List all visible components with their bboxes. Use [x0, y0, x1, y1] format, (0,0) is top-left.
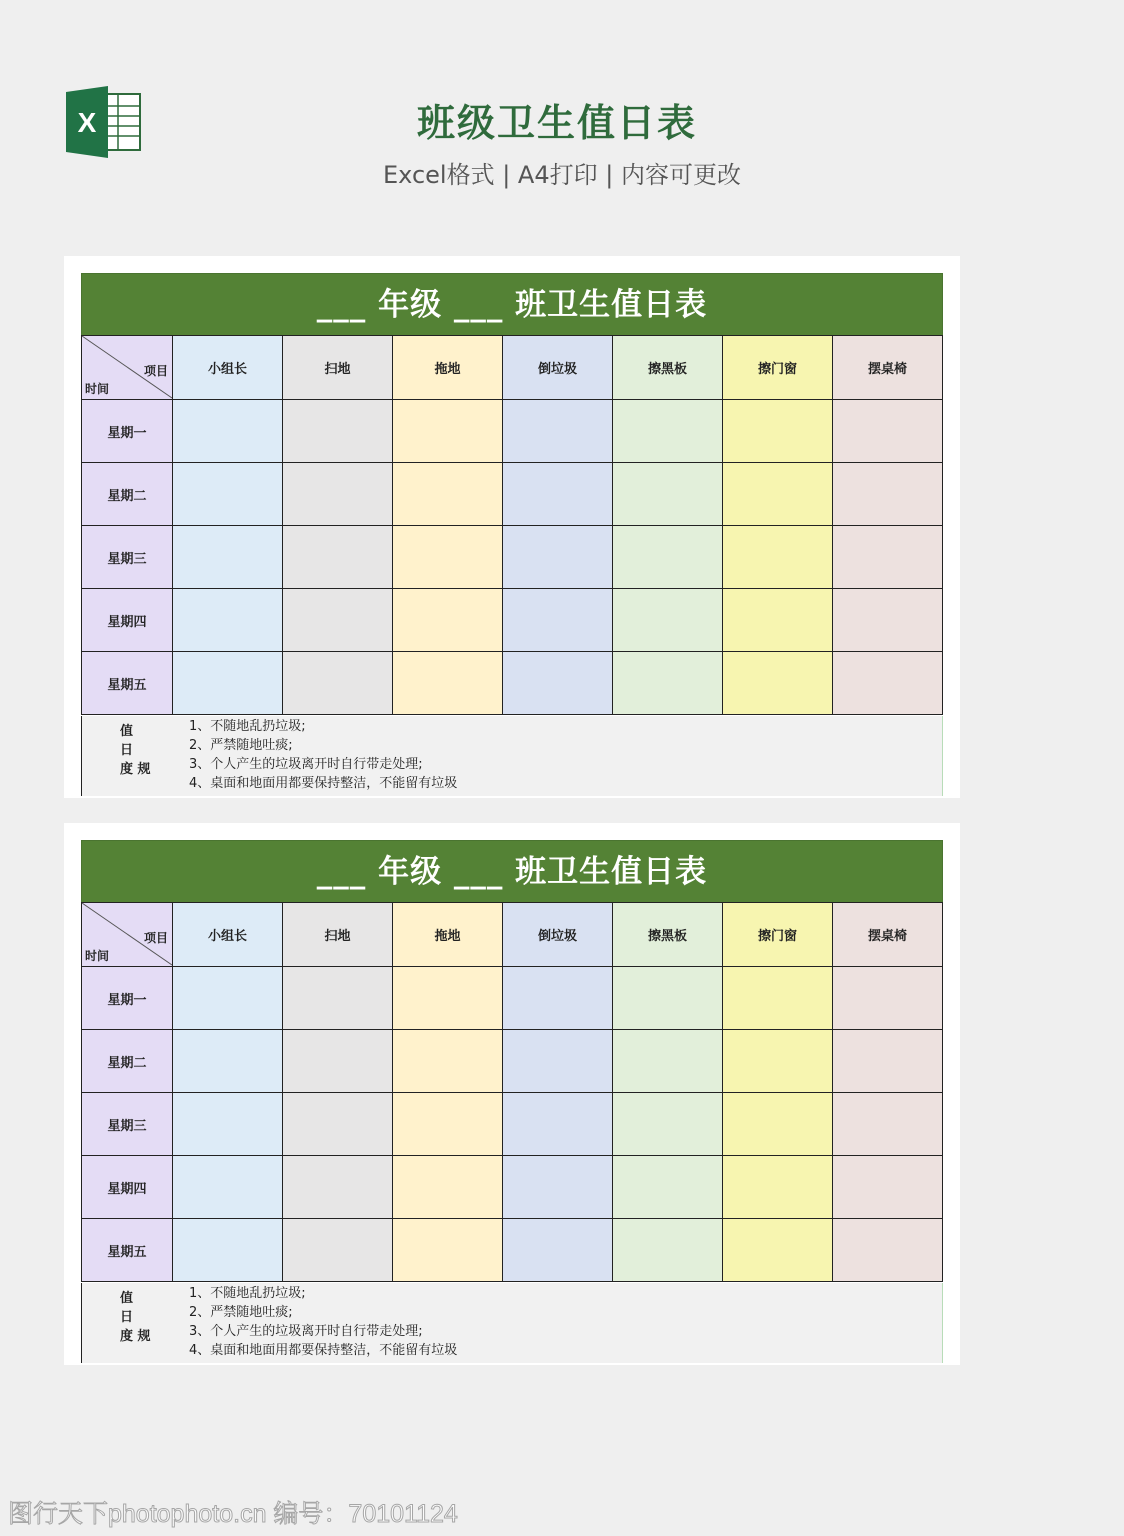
duty-cell[interactable]	[833, 589, 943, 652]
column-header: 擦黑板	[613, 336, 723, 400]
table-row	[82, 1030, 943, 1093]
table-row	[82, 463, 943, 526]
duty-cell[interactable]	[833, 967, 943, 1030]
corner-header-cell	[82, 903, 173, 967]
page-title: 班级卫生值日表	[416, 101, 697, 145]
table-row	[82, 967, 943, 1030]
duty-cell[interactable]	[723, 1093, 833, 1156]
table-row	[82, 1093, 943, 1156]
row-header-day: 星期四	[82, 1156, 173, 1219]
column-header: 擦黑板	[613, 903, 723, 967]
column-header: 小组长	[173, 336, 283, 400]
table-row	[82, 1156, 943, 1219]
duty-cell[interactable]	[503, 967, 613, 1030]
rule-item: 4、桌面和地面用都要保持整洁，不能留有垃圾	[189, 1343, 458, 1358]
table-row	[82, 526, 943, 589]
table-row	[82, 652, 943, 715]
sheet-1	[81, 273, 943, 791]
rule-item: 1、不随地乱扔垃圾;	[189, 719, 306, 734]
duty-cell[interactable]	[723, 1156, 833, 1219]
table-row	[82, 400, 943, 463]
duty-cell[interactable]	[283, 463, 393, 526]
rules-label-line: 值	[120, 1291, 134, 1306]
duty-cell[interactable]	[393, 1219, 503, 1282]
table-row	[82, 1219, 943, 1282]
duty-cell[interactable]	[723, 400, 833, 463]
duty-cell[interactable]	[393, 589, 503, 652]
duty-cell[interactable]	[613, 463, 723, 526]
column-header: 擦门窗	[723, 336, 833, 400]
duty-cell[interactable]	[503, 526, 613, 589]
duty-cell[interactable]	[503, 589, 613, 652]
row-header-day: 星期三	[82, 1093, 173, 1156]
sheet-2	[81, 840, 943, 1358]
duty-cell[interactable]	[613, 526, 723, 589]
duty-cell[interactable]	[723, 967, 833, 1030]
duty-cell[interactable]	[723, 463, 833, 526]
duty-cell[interactable]	[173, 463, 283, 526]
duty-cell[interactable]	[503, 400, 613, 463]
duty-cell[interactable]	[503, 1093, 613, 1156]
sheet-preview-1	[64, 256, 960, 798]
duty-cell[interactable]	[393, 1093, 503, 1156]
duty-cell[interactable]	[833, 1156, 943, 1219]
duty-cell[interactable]	[173, 1093, 283, 1156]
rule-item: 1、不随地乱扔垃圾;	[189, 1286, 306, 1301]
column-header: 倒垃圾	[503, 336, 613, 400]
duty-table	[81, 902, 943, 1282]
duty-cell[interactable]	[613, 1219, 723, 1282]
duty-cell[interactable]	[173, 526, 283, 589]
rules-label-line: 日	[120, 1310, 134, 1325]
duty-cell[interactable]	[723, 589, 833, 652]
duty-cell[interactable]	[393, 967, 503, 1030]
duty-cell[interactable]	[613, 1030, 723, 1093]
duty-cell[interactable]	[283, 1219, 393, 1282]
duty-cell[interactable]	[283, 526, 393, 589]
rules-label-line: 度 规	[120, 1329, 151, 1344]
duty-cell[interactable]	[393, 652, 503, 715]
rules-label-line: 值	[120, 724, 134, 739]
duty-cell[interactable]	[393, 463, 503, 526]
page-header	[0, 0, 1024, 230]
duty-cell[interactable]	[173, 1156, 283, 1219]
column-header: 摆桌椅	[833, 903, 943, 967]
row-header-day: 星期二	[82, 1030, 173, 1093]
rule-item: 3、个人产生的垃圾离开时自行带走处理;	[189, 1324, 423, 1339]
duty-cell[interactable]	[613, 967, 723, 1030]
duty-table	[81, 335, 943, 715]
table-row	[82, 589, 943, 652]
rule-item: 3、个人产生的垃圾离开时自行带走处理;	[189, 757, 423, 772]
duty-cell[interactable]	[173, 589, 283, 652]
duty-cell[interactable]	[173, 400, 283, 463]
duty-cell[interactable]	[283, 652, 393, 715]
rules-label	[120, 722, 160, 779]
duty-cell[interactable]	[503, 1219, 613, 1282]
duty-cell[interactable]	[283, 1156, 393, 1219]
sheet-title: ___ 年级 ___ 班卫生值日表	[81, 840, 943, 904]
duty-cell[interactable]	[503, 1156, 613, 1219]
column-header: 扫地	[283, 903, 393, 967]
row-header-day: 星期四	[82, 589, 173, 652]
duty-cell[interactable]	[503, 463, 613, 526]
corner-label-item: 项目	[143, 364, 168, 378]
duty-cell[interactable]	[833, 463, 943, 526]
watermark-text: 图行天下photophoto.cn 编号：70101124	[8, 1500, 458, 1528]
page-subtitle: Excel格式 | A4打印 | 内容可更改	[383, 161, 741, 189]
sheet-title: ___ 年级 ___ 班卫生值日表	[81, 273, 943, 337]
duty-cell[interactable]	[723, 1219, 833, 1282]
sheet-preview-2	[64, 823, 960, 1365]
duty-cell[interactable]	[833, 1030, 943, 1093]
duty-cell[interactable]	[833, 526, 943, 589]
column-header: 倒垃圾	[503, 903, 613, 967]
duty-cell[interactable]	[283, 589, 393, 652]
duty-cell[interactable]	[723, 526, 833, 589]
duty-cell[interactable]	[833, 1219, 943, 1282]
duty-cell[interactable]	[613, 589, 723, 652]
duty-cell[interactable]	[613, 1156, 723, 1219]
duty-cell[interactable]	[613, 400, 723, 463]
duty-cell[interactable]	[393, 1030, 503, 1093]
rule-item: 2、严禁随地吐痰;	[189, 738, 293, 753]
rule-item: 2、严禁随地吐痰;	[189, 1305, 293, 1320]
rule-item: 4、桌面和地面用都要保持整洁，不能留有垃圾	[189, 776, 458, 791]
corner-header-cell	[82, 336, 173, 400]
duty-cell[interactable]	[283, 967, 393, 1030]
row-header-day: 星期三	[82, 526, 173, 589]
duty-cell[interactable]	[723, 1030, 833, 1093]
duty-cell[interactable]	[393, 400, 503, 463]
corner-label-item: 项目	[143, 931, 168, 945]
row-header-day: 星期一	[82, 400, 173, 463]
corner-label-time: 时间	[85, 382, 110, 396]
duty-cell[interactable]	[173, 967, 283, 1030]
duty-cell[interactable]	[173, 652, 283, 715]
column-header: 扫地	[283, 336, 393, 400]
rules-list	[189, 1284, 457, 1360]
rules-section	[81, 716, 943, 796]
column-header: 擦门窗	[723, 903, 833, 967]
rules-label-line: 度 规	[120, 762, 151, 777]
row-header-day: 星期五	[82, 1219, 173, 1282]
row-header-day: 星期五	[82, 652, 173, 715]
corner-label-time: 时间	[85, 949, 110, 963]
row-header-day: 星期一	[82, 967, 173, 1030]
duty-cell[interactable]	[393, 1156, 503, 1219]
duty-cell[interactable]	[723, 652, 833, 715]
duty-cell[interactable]	[173, 1030, 283, 1093]
column-header: 小组长	[173, 903, 283, 967]
duty-cell[interactable]	[833, 400, 943, 463]
rules-label	[120, 1289, 160, 1346]
duty-cell[interactable]	[833, 1093, 943, 1156]
duty-cell[interactable]	[613, 652, 723, 715]
row-header-day: 星期二	[82, 463, 173, 526]
rules-list	[189, 717, 457, 793]
duty-cell[interactable]	[613, 1093, 723, 1156]
duty-cell[interactable]	[393, 526, 503, 589]
duty-cell[interactable]	[503, 1030, 613, 1093]
duty-cell[interactable]	[833, 652, 943, 715]
duty-cell[interactable]	[283, 1030, 393, 1093]
column-header: 拖地	[393, 903, 503, 967]
duty-cell[interactable]	[173, 1219, 283, 1282]
duty-cell[interactable]	[283, 1093, 393, 1156]
column-header: 摆桌椅	[833, 336, 943, 400]
duty-cell[interactable]	[283, 400, 393, 463]
rules-section	[81, 1283, 943, 1363]
duty-cell[interactable]	[503, 652, 613, 715]
rules-label-line: 日	[120, 743, 134, 758]
excel-logo-letter: X	[77, 107, 97, 138]
column-header: 拖地	[393, 336, 503, 400]
